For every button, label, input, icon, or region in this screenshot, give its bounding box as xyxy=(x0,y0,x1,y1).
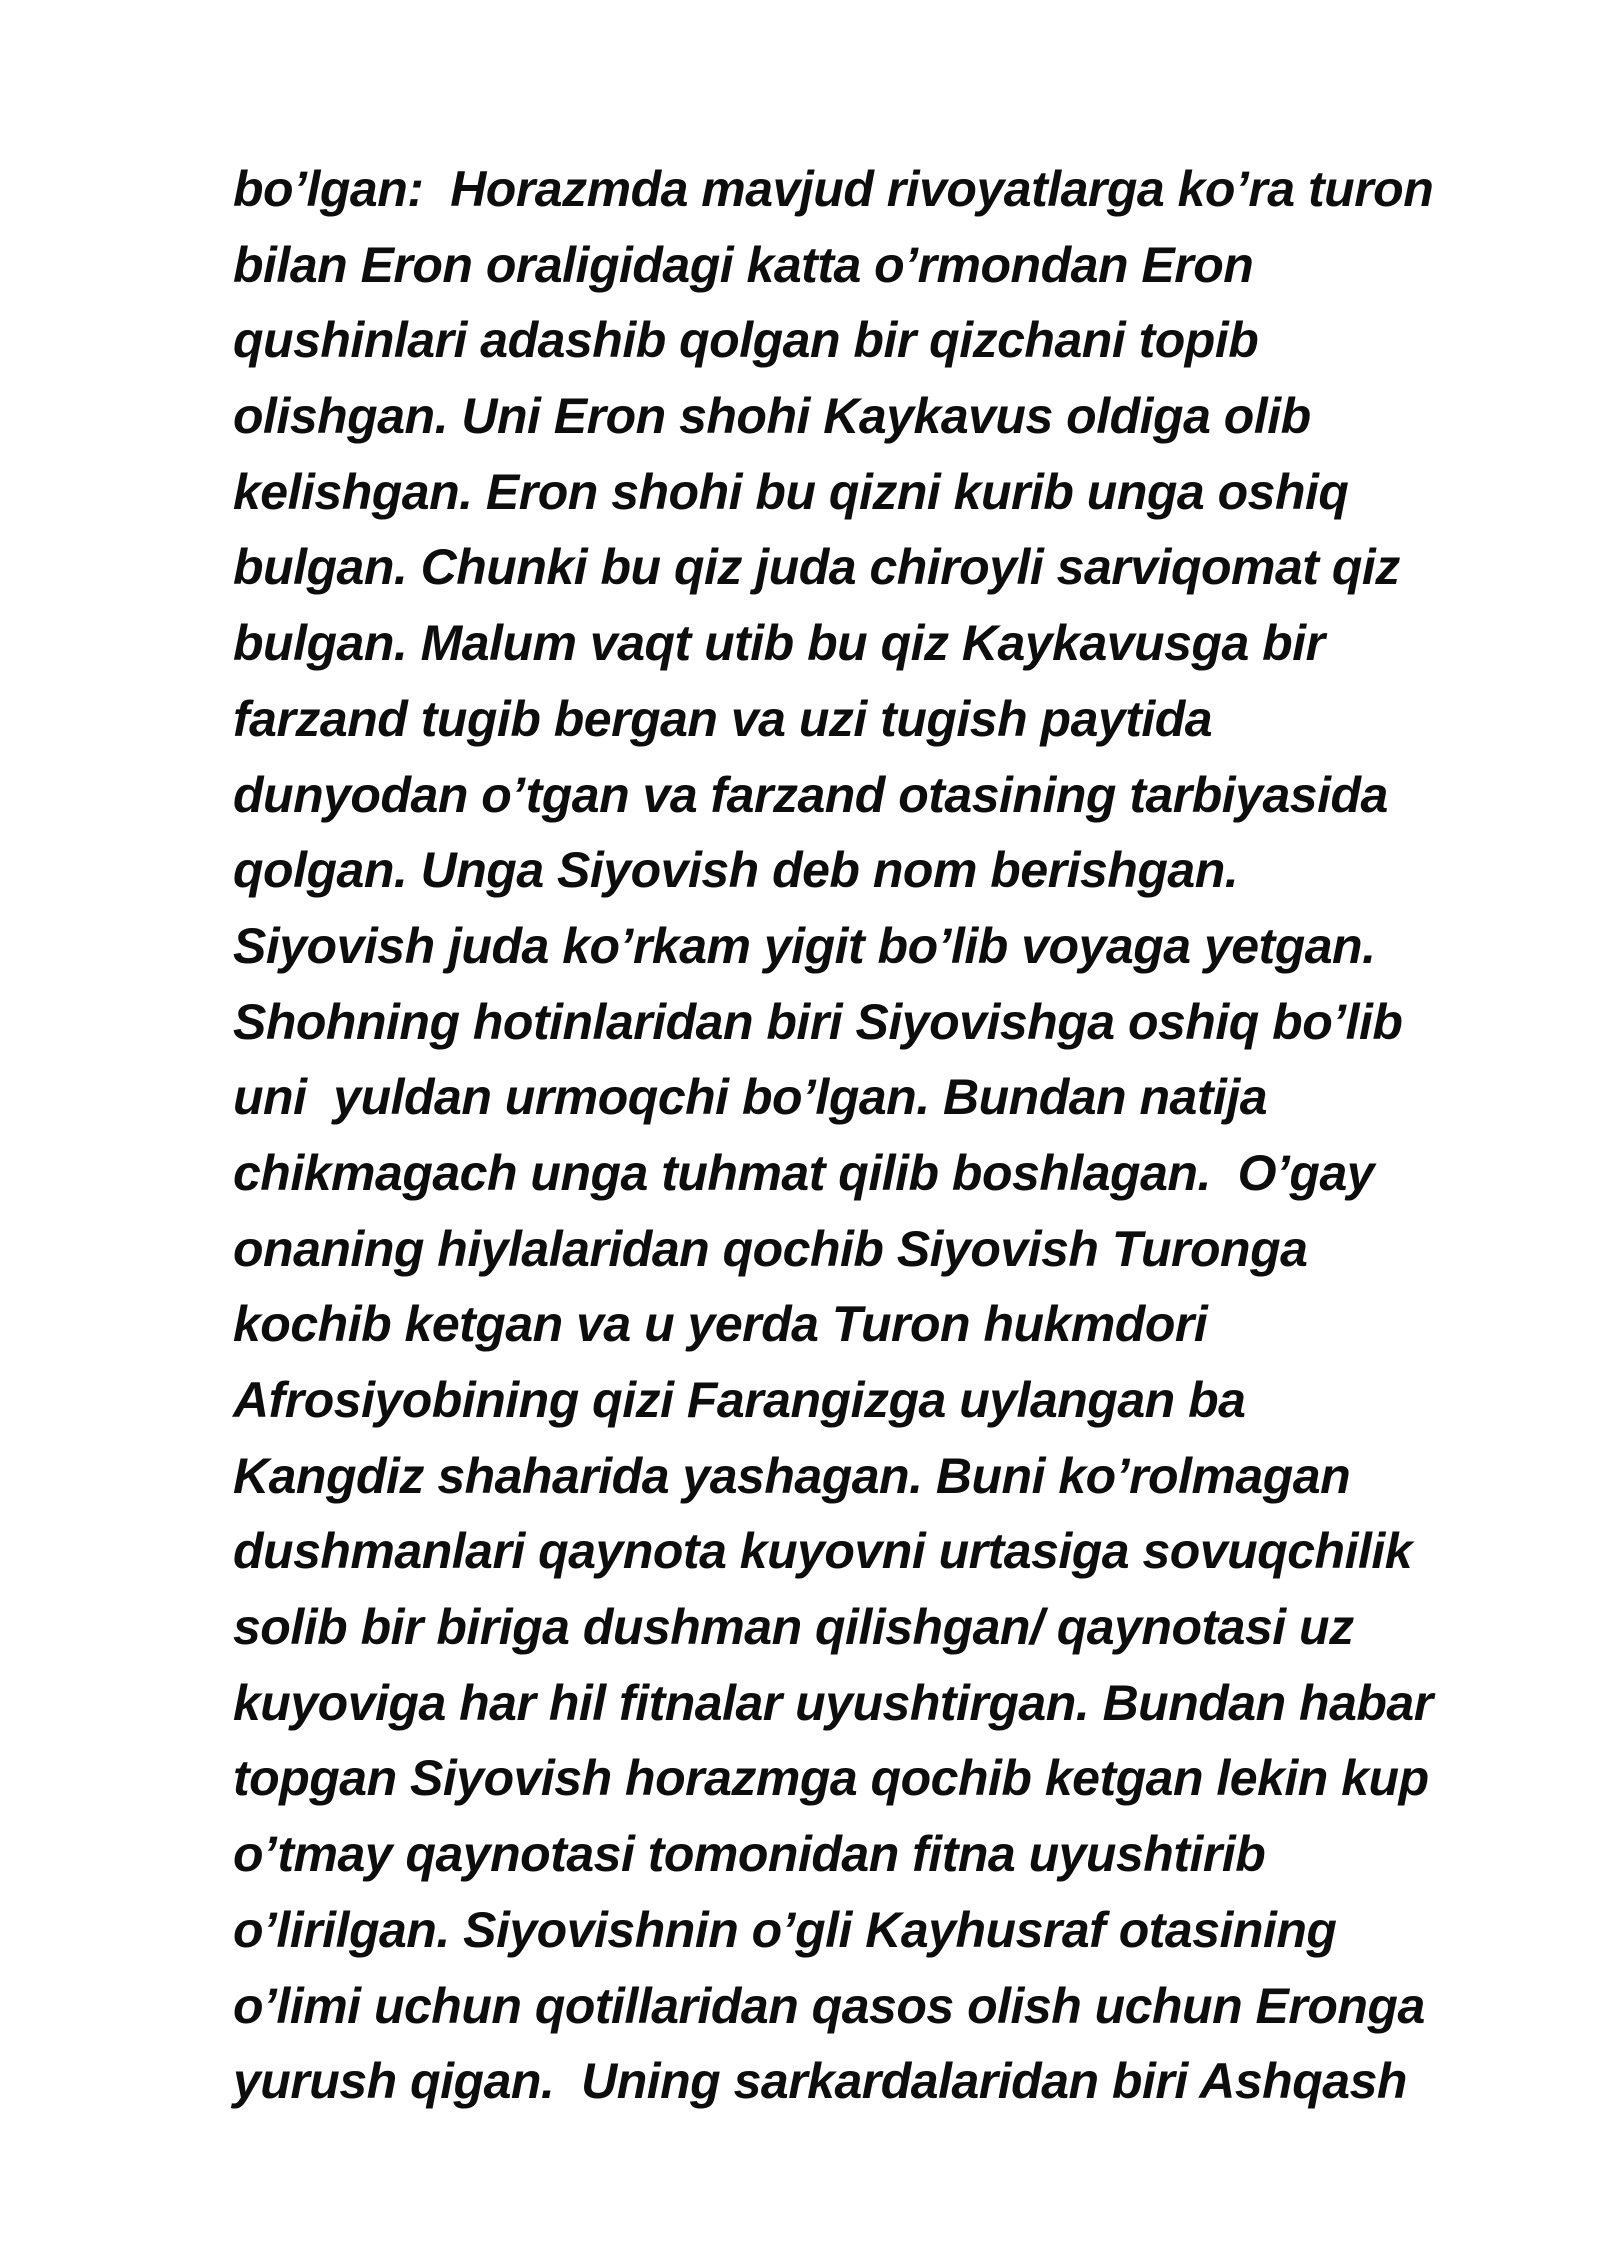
text-line: dunyodan o’tgan va farzand otasining tarbiyasida xyxy=(233,766,1388,823)
text-line: solib bir biriga dushman qilishgan/ qaynotasi uz xyxy=(233,1599,1354,1656)
text-line: yurush qigan. Uning sarkardalaridan biri Ashqash xyxy=(233,2053,1407,2110)
text-line: onaning hiylalaridan qochib Siyovish Turonga xyxy=(233,1220,1308,1277)
text-line: uni yuldan urmoqchi bo’lgan. Bundan natija xyxy=(233,1069,1268,1126)
text-line: Afrosiyobining qizi Farangizga uylangan ba xyxy=(233,1372,1246,1428)
text-line: bo’lgan: Horazmda mavjud rivoyatlarga ko’ra turon xyxy=(233,161,1434,217)
text-line: chikmagach unga tuhmat qilib boshlagan. O’gay xyxy=(233,1144,1375,1201)
text-line: qushinlari adashib qolgan bir qizchani topib xyxy=(233,312,1259,369)
text-line: o’tmay qaynotasi tomonidan fitna uyushtirib xyxy=(233,1826,1266,1883)
text-line: Shohning hotinlaridan biri Siyovishga oshiq bo’lib xyxy=(233,993,1403,1050)
text-line: olishgan. Uni Eron shohi Kaykavus oldiga olib xyxy=(233,388,1311,445)
text-line: bulgan. Chunki bu qiz juda chiroyli sarviqomat qiz xyxy=(233,539,1400,596)
text-line: dushmanlari qaynota kuyovni urtasiga sovuqchilik xyxy=(233,1523,1413,1580)
text-line: bulgan. Malum vaqt utib bu qiz Kaykavusga bir xyxy=(233,615,1325,672)
text-line: Kangdiz shaharida yashagan. Buni ko’rolmagan xyxy=(233,1447,1351,1504)
text-line: o’lirilgan. Siyovishnin o’gli Kayhusraf otasining xyxy=(233,1901,1337,1958)
text-line: farzand tugib bergan va uzi tugish paytida xyxy=(233,690,1213,747)
text-line: topgan Siyovish horazmga qochib ketgan lekin kup xyxy=(233,1750,1429,1807)
text-line: bilan Eron oraligidagi katta o’rmondan Eron xyxy=(233,236,1254,293)
text-line: Siyovish juda ko’rkam yigit bo’lib voyaga yetgan. xyxy=(233,917,1376,974)
body-text xyxy=(233,152,1563,2120)
text-line: kelishgan. Eron shohi bu qizni kurib unga oshiq xyxy=(233,463,1349,520)
text-line: o’limi uchun qotillaridan qasos olish uchun Eronga xyxy=(233,1977,1425,2034)
text-line: qolgan. Unga Siyovish deb nom berishgan. xyxy=(233,842,1239,899)
text-line: kuyoviga har hil fitnalar uyushtirgan. Bundan habar xyxy=(233,1674,1433,1731)
text-line: kochib ketgan va u yerda Turon hukmdori xyxy=(233,1296,1208,1353)
